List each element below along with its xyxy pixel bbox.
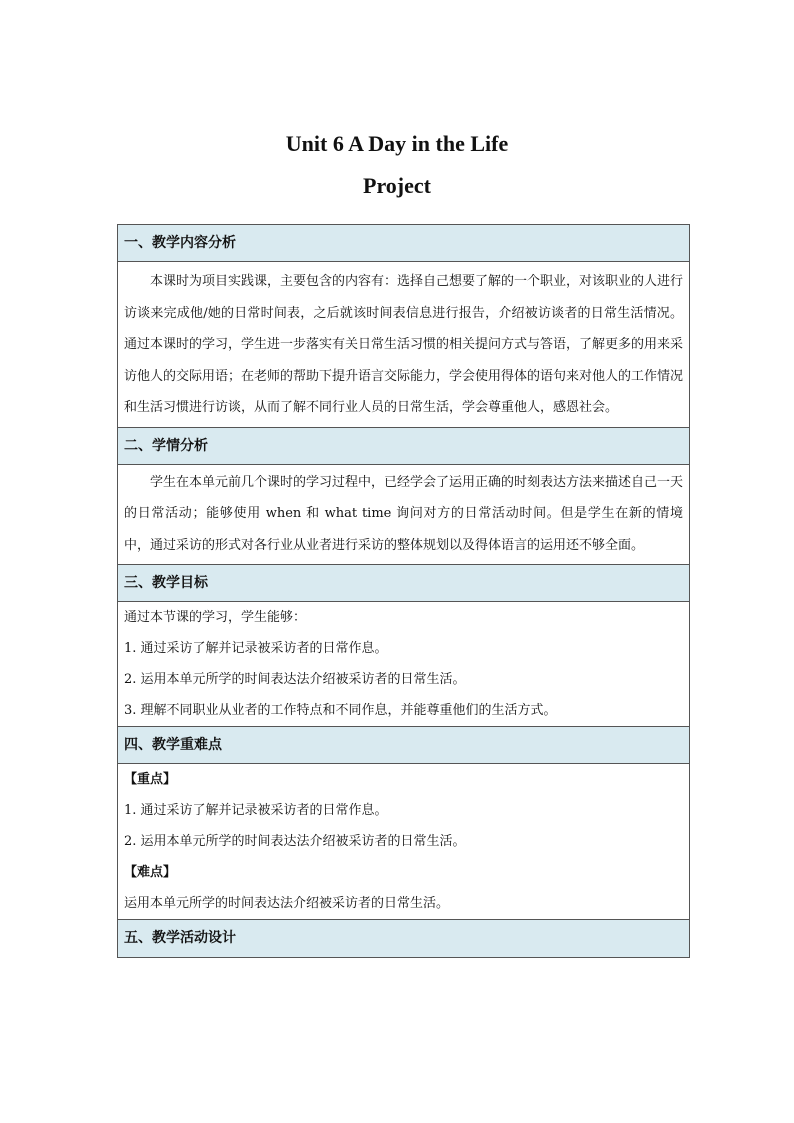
difficult-point-text: 运用本单元所学的时间表达法介绍被采访者的日常生活。 (124, 896, 450, 911)
section-body-objectives (118, 602, 689, 727)
difficult-points-label: 【难点】 (124, 865, 177, 880)
key-point-item: 2. 运用本单元所学的时间表达法介绍被采访者的日常生活。 (124, 834, 466, 849)
objectives-intro: 通过本节课的学习，学生能够： (124, 610, 307, 625)
section-heading-learner-analysis: 二、学情分析 (118, 428, 689, 465)
section-body-content-analysis (118, 262, 689, 428)
section-heading-content-analysis: 一、教学内容分析 (118, 225, 689, 262)
key-point-item: 1. 通过采访了解并记录被采访者的日常作息。 (124, 803, 388, 818)
section-body-learner-analysis (118, 465, 689, 566)
content-analysis-text: 本课时为项目实践课，主要包含的内容有：选择自己想要了解的一个职业，对该职业的人进行访谈来完成他/她的日常时间表，之后就该时间表信息进行报告，介绍被访谈者的日常生活情况。通过本课时的学习，学生进一步落实有关日常生活习惯的相关提问方式与答语，了解更多的用来采访他人的交际用语；在老师的帮助下提升语言交际能力，学会使用得体的语句来对他人的工作情况和生活习惯进行访谈，从而了解不同行业人员的日常生活，学会尊重他人，感恩社会。 (124, 274, 684, 415)
objective-item: 1. 通过采访了解并记录被采访者的日常作息。 (124, 641, 388, 656)
section-heading-objectives: 三、教学目标 (118, 565, 689, 602)
objective-item: 2. 运用本单元所学的时间表达法介绍被采访者的日常生活。 (124, 672, 466, 687)
objective-item: 3. 理解不同职业从业者的工作特点和不同作息，并能尊重他们的生活方式。 (124, 703, 557, 718)
section-heading-activities: 五、教学活动设计 (118, 920, 689, 957)
section-heading-key-points: 四、教学重难点 (118, 727, 689, 764)
document-title: Unit 6 A Day in the Life (285, 131, 509, 156)
lesson-plan-table (117, 224, 690, 958)
section-body-key-points (118, 764, 689, 920)
document-subtitle: Project (363, 173, 431, 198)
learner-analysis-text: 学生在本单元前几个课时的学习过程中，已经学会了运用正确的时刻表达方法来描述自己一天的日常活动；能够使用 when 和 what time 询问对方的日常活动时间。但是学生在新的情境中，通过采访的形式对各行业从业者进行采访的整体规划以及得体语言的运用还不够全面。 (124, 474, 684, 553)
key-points-label: 【重点】 (124, 772, 177, 787)
